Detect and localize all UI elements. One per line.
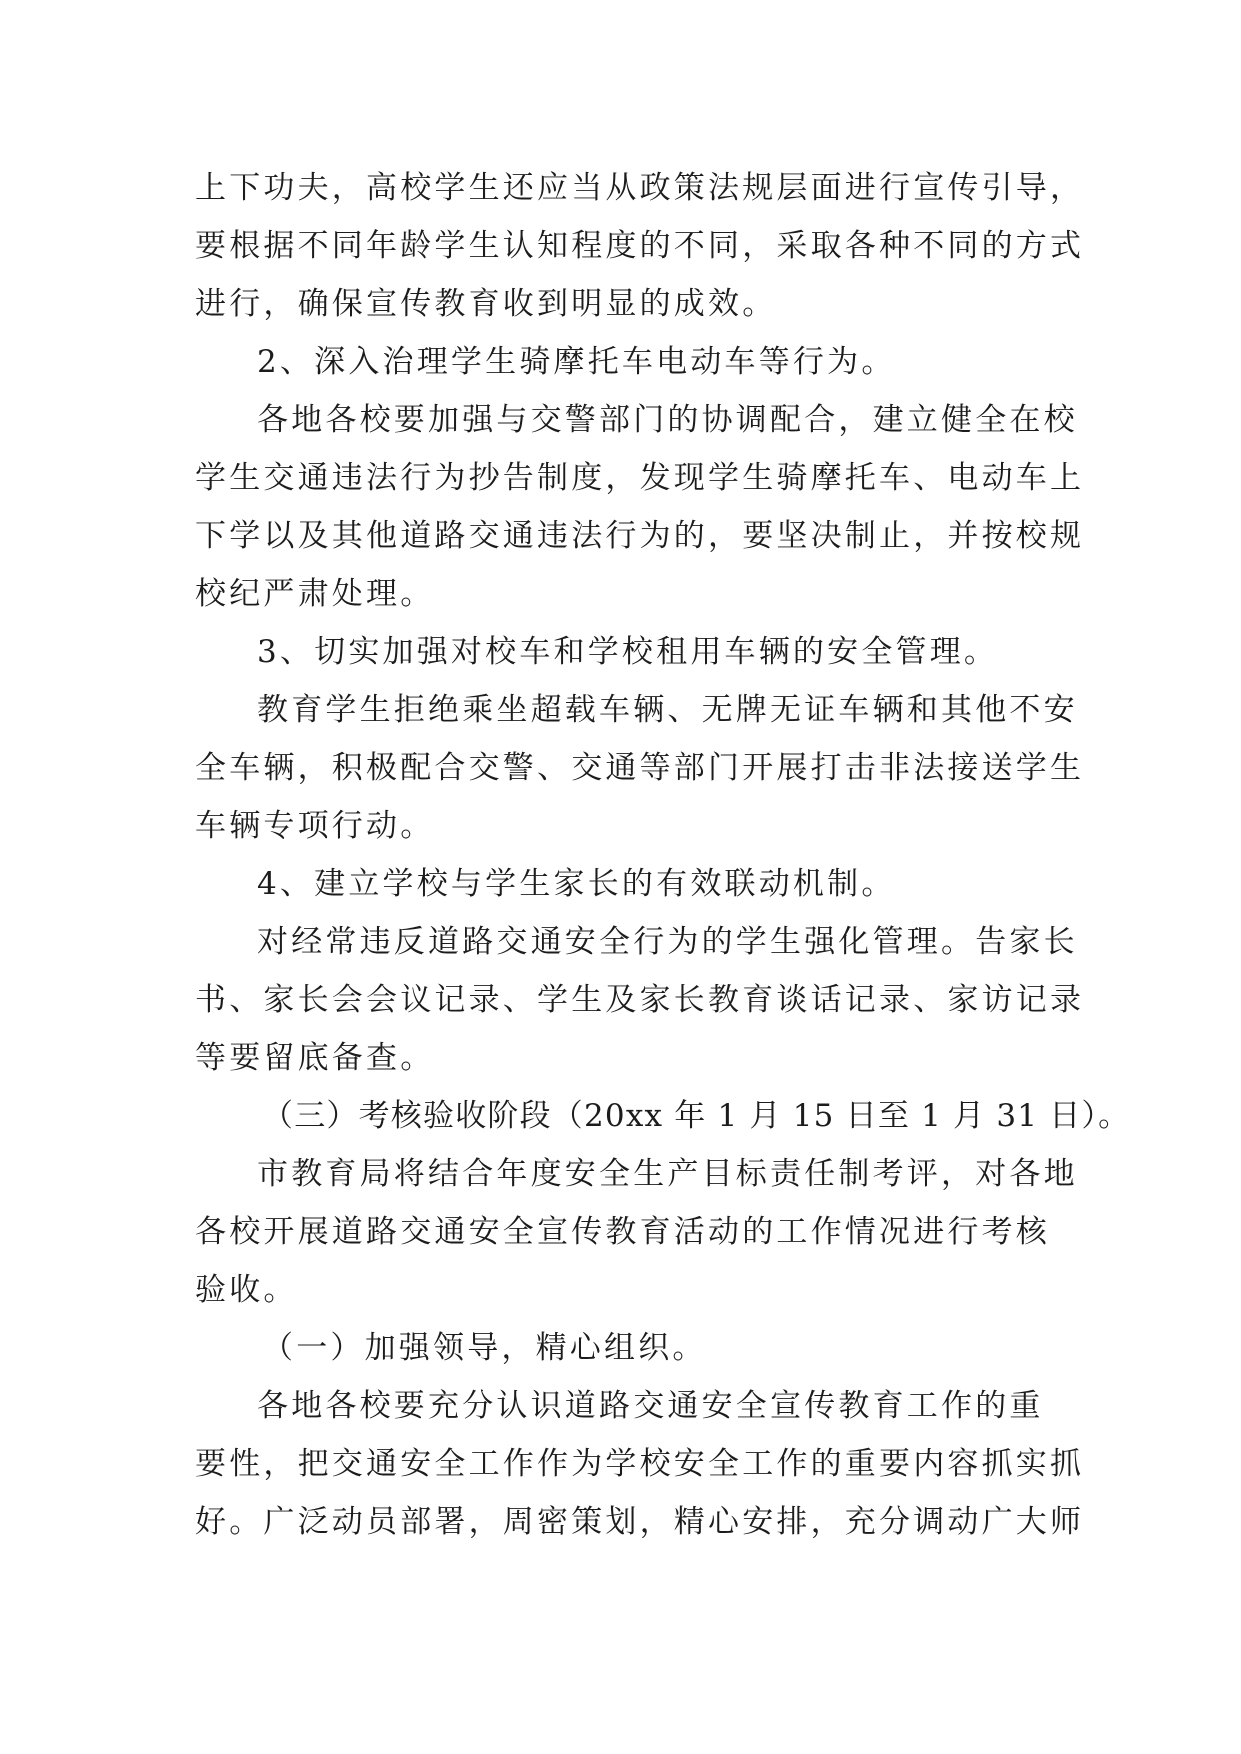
text-line: 对经常违反道路交通安全行为的学生强化管理。告家长: [257, 924, 1078, 960]
text-line: 上下功夫，高校学生还应当从政策法规层面进行宣传引导，: [195, 170, 1085, 206]
text-line: 各地各校要充分认识道路交通安全宣传教育工作的重: [257, 1388, 1044, 1424]
text-line: 4、建立学校与学生家长的有效联动机制。: [257, 866, 896, 902]
text-line: 3、切实加强对校车和学校租用车辆的安全管理。: [257, 634, 999, 670]
text-line: 教育学生拒绝乘坐超载车辆、无牌无证车辆和其他不安: [257, 692, 1078, 728]
text-line: （一）加强领导，精心组织。: [262, 1330, 707, 1366]
text-line: 2、深入治理学生骑摩托车电动车等行为。: [257, 344, 896, 380]
text-line: 各地各校要加强与交警部门的协调配合，建立健全在校: [257, 402, 1078, 438]
text-line: 全车辆，积极配合交警、交通等部门开展打击非法接送学生: [195, 750, 1085, 786]
text-line: 学生交通违法行为抄告制度，发现学生骑摩托车、电动车上: [195, 460, 1085, 496]
text-line: （三）考核验收阶段（20xx 年 1 月 15 日至 1 月 31 日）。: [262, 1098, 1131, 1134]
text-line: 验收。: [195, 1272, 298, 1308]
text-line: 要根据不同年龄学生认知程度的不同，采取各种不同的方式: [195, 228, 1085, 264]
text-line: 校纪严肃处理。: [195, 576, 435, 612]
text-line: 下学以及其他道路交通违法行为的，要坚决制止，并按校规: [195, 518, 1085, 554]
text-line: 书、家长会会议记录、学生及家长教育谈话记录、家访记录: [195, 982, 1085, 1018]
text-line: 等要留底备查。: [195, 1040, 435, 1076]
text-line: 好。广泛动员部署，周密策划，精心安排，充分调动广大师: [195, 1504, 1085, 1540]
text-line: 市教育局将结合年度安全生产目标责任制考评，对各地: [257, 1156, 1078, 1192]
text-line: 进行，确保宣传教育收到明显的成效。: [195, 286, 777, 322]
text-line: 各校开展道路交通安全宣传教育活动的工作情况进行考核: [195, 1214, 1050, 1250]
text-line: 车辆专项行动。: [195, 808, 435, 844]
text-line: 要性，把交通安全工作作为学校安全工作的重要内容抓实抓: [195, 1446, 1085, 1482]
